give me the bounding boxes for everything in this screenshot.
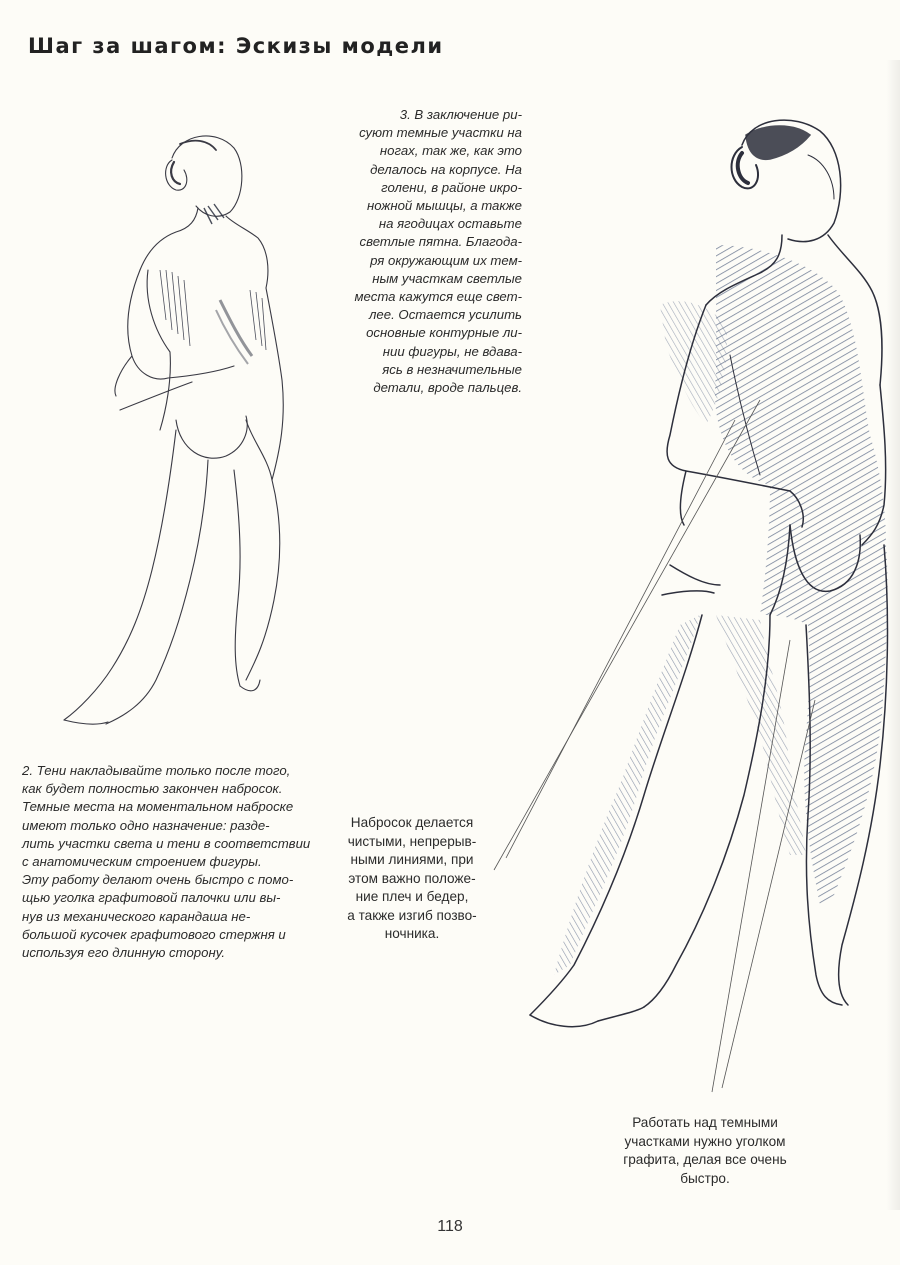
caption-line: ние плеч и бедер, [355,889,469,904]
caption-stroke-note [332,814,492,944]
caption-line: Темные места на моментальном наброске [22,799,294,815]
caption-line: детали, вроде пальцев. [373,380,522,396]
caption-line: графита, делая все очень [623,1152,787,1167]
caption-line: лее. Остается усилить [369,307,522,323]
caption-line: ным участкам светлые [372,270,522,286]
caption-line: на ягодицах оставьте [378,216,522,232]
caption-line: используя его длинную сторону. [22,945,226,961]
caption-line: с анатомическим строением фигуры. [22,854,262,870]
page-number: 118 [437,1218,463,1235]
caption-dark-areas-note [605,1114,805,1188]
page-edge-shadow [886,60,900,1210]
caption-line: светлые пятна. Благода- [359,234,522,250]
caption-step-2 [22,762,322,962]
caption-line: а также изгиб позво- [347,907,477,923]
caption-line: суют темные участки на [359,125,522,141]
caption-line: ночника. [384,926,440,941]
caption-line: участками нужно уголком [624,1133,786,1149]
figure-sketch-step3 [490,95,900,1055]
page-title: Шаг за шагом: Эскизы модели [28,34,444,58]
caption-line: 2. Тени накладывайте только после того, [22,763,291,778]
caption-line: щью уголка графитовой палочки или вы- [22,890,281,906]
caption-line: места кажутся еще свет- [354,289,522,305]
caption-line: этом важно положе- [348,870,476,886]
caption-line: ными линиями, при [350,852,474,867]
caption-line: основные контурные ли- [366,325,522,341]
caption-line: ножной мышцы, а также [366,198,522,214]
caption-line: лить участки света и тени в соответствии [22,835,311,851]
figure-sketch-step2 [20,120,320,740]
caption-line: большой кусочек графитового стержня и [22,926,286,942]
caption-line: 3. В заключение ри- [399,107,522,122]
caption-line: ясь в незначительные [382,361,522,377]
caption-line: нии фигуры, не вдава- [382,343,522,359]
caption-line: Работать над темными [632,1115,778,1130]
caption-line: быстро. [680,1170,730,1186]
caption-line: как будет полностью закончен набросок. [22,781,283,797]
caption-line: ногах, так же, как это [379,143,522,159]
caption-line: чистыми, непрерыв- [347,833,477,849]
caption-line: голени, в районе икро- [381,179,522,195]
caption-line: Эту работу делают очень быстро с помо- [22,872,294,888]
caption-line: Набросок делается [350,815,474,830]
caption-line: ря окружающим их тем- [370,252,522,268]
caption-step-3 [318,106,522,397]
caption-line: делалось на корпусе. На [370,161,522,177]
caption-line: имеют только одно назначение: разде- [22,817,270,833]
caption-line: нув из механического карандаша не- [22,908,251,924]
